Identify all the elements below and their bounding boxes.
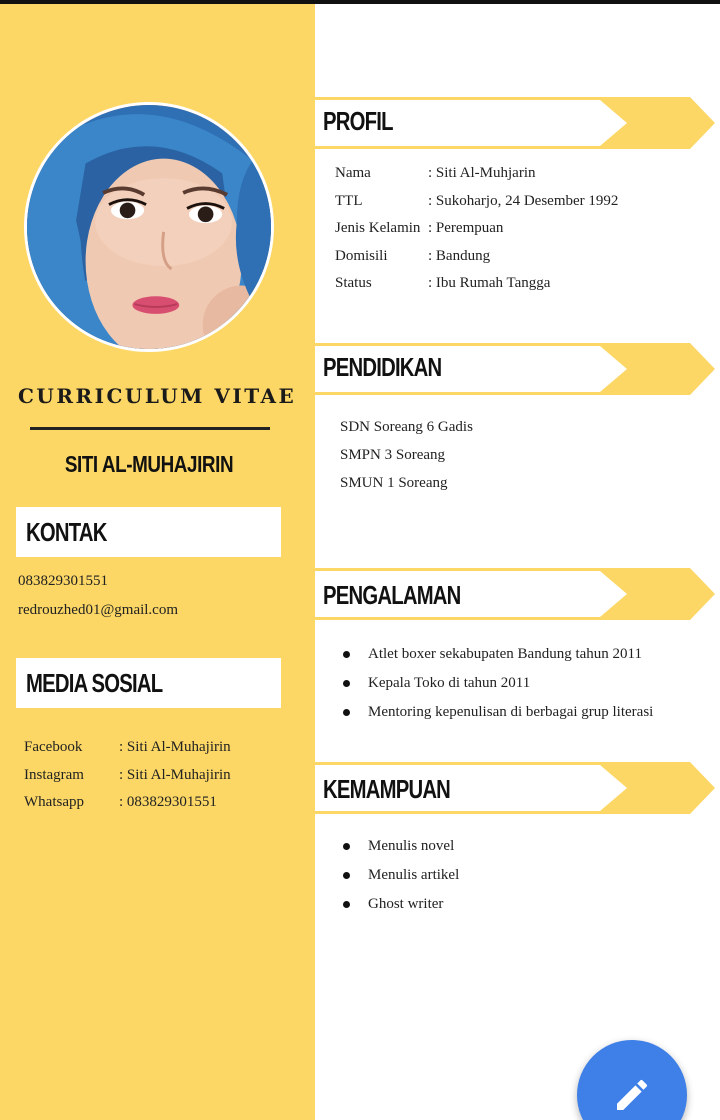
social-value: : Siti Al-Muhajirin [119,766,231,783]
edit-fab-button[interactable] [577,1040,687,1120]
pencil-icon [612,1075,652,1115]
education-item: SMUN 1 Soreang [340,474,448,491]
section-title-profil: PROFIL [323,106,393,136]
social-row-facebook [24,734,304,762]
section-bar-pendidikan [315,343,720,395]
experience-item: Kepala Toko di tahun 2011 [368,675,531,691]
social-label: Instagram [24,766,84,783]
bullet-icon [343,651,350,658]
portrait-illustration [27,105,271,349]
social-row-whatsapp [24,789,304,817]
list-item [340,640,653,669]
profile-key: Jenis Kelamin [335,220,421,237]
list-item [340,832,459,861]
skill-item: Menulis artikel [368,867,460,883]
education-item: SMPN 3 Soreang [340,446,446,463]
social-value: : 083829301551 [119,794,217,811]
person-name: SITI AL-MUHAJIRIN [64,451,234,477]
social-label: Facebook [24,739,83,756]
section-bar-kemampuan [315,762,720,814]
profile-row [335,215,618,243]
education-item: SDN Soreang 6 Gadis [340,418,473,435]
list-item [340,669,653,698]
profile-photo [24,102,274,352]
list-item [340,698,653,727]
profile-key: Nama [335,165,371,182]
title-divider [30,427,270,430]
social-value: : Siti Al-Muhajirin [119,739,231,756]
skills-list [340,832,459,919]
section-title-pengalaman: PENGALAMAN [323,580,461,610]
experience-item: Mentoring kepenulisan di berbagai grup literasi [368,704,654,720]
profile-value: : Sukoharjo, 24 Desember 1992 [428,192,619,209]
skill-item: Ghost writer [368,896,444,912]
contact-heading: KONTAK [26,516,107,547]
profile-value: : Bandung [428,247,491,264]
section-title-pendidikan: PENDIDIKAN [323,352,442,382]
education-list [340,413,473,497]
profile-key: TTL [335,192,363,209]
social-list [24,734,304,817]
experience-item: Atlet boxer sekabupaten Bandung tahun 2011 [368,646,642,662]
profile-value: : Perempuan [428,220,504,237]
profile-key: Domisili [335,247,388,264]
contact-phone: 083829301551 [18,573,108,589]
profile-row [335,243,618,271]
profile-row [335,160,618,188]
section-bar-profil [315,97,720,149]
bullet-icon [343,680,350,687]
bullet-icon [343,901,350,908]
cv-title: CURRICULUM VITAE [18,384,297,408]
bullet-icon [343,843,350,850]
profile-value: : Siti Al-Muhjarin [428,165,536,182]
section-title-kemampuan: KEMAMPUAN [323,774,451,804]
experience-list [340,640,653,727]
profile-row [335,270,618,298]
contact-heading-box [16,507,281,557]
social-label: Whatsapp [24,794,84,811]
social-heading: MEDIA SOSIAL [26,667,163,698]
social-heading-box [16,658,281,708]
list-item [340,861,459,890]
bullet-icon [343,872,350,879]
profile-value: : Ibu Rumah Tangga [428,275,551,292]
list-item [340,890,459,919]
profile-row [335,188,618,216]
profile-key: Status [335,275,372,292]
skill-item: Menulis novel [368,838,455,854]
section-bar-pengalaman [315,568,720,620]
bullet-icon [343,709,350,716]
social-row-instagram [24,762,304,790]
contact-email: redrouzhed01@gmail.com [18,602,179,618]
profile-details [335,160,618,298]
